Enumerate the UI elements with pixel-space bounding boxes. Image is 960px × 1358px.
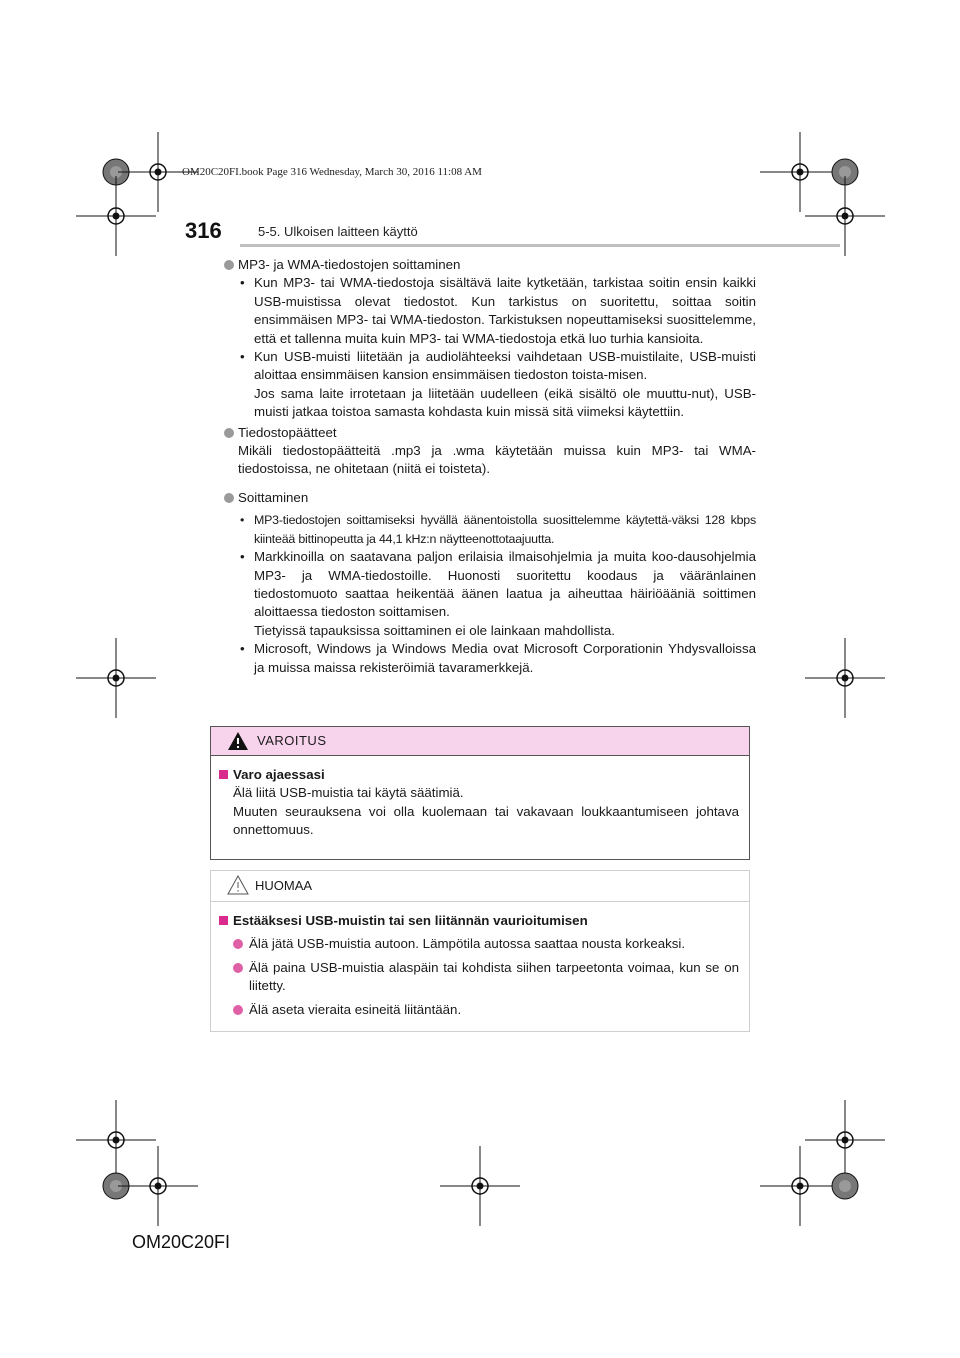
list-item: • Kun USB-muisti liitetään ja audiolähteeksi vaihdetaan USB-muistilaite, USB-muisti aloittaa ensimmäisen kansion ensimmäisen tiedoston toista-misen. <box>240 349 756 383</box>
section-title: 5-5. Ulkoisen laitteen käyttö <box>258 224 418 239</box>
bullet-icon <box>224 493 234 503</box>
warning-body <box>211 756 749 840</box>
bullet-icon: • <box>240 641 245 657</box>
list-item: • Markkinoilla on saatavana paljon erilaisia ilmaisohjelmia ja muita koo-dausohjelmia MP3- ja WMA-tiedostoille. Huonosti suoritettu koodaus ja vääränlainen tiedostomuoto saattaa heikentää äänen laatua ja aiheuttaa häiriöääniä soittimen aloittaessa tiedoston soittamisen. <box>240 549 756 620</box>
paragraph: Mikäli tiedostopäätteitä .mp3 ja .wma käytetään muissa kuin MP3- tai WMA-tiedostoissa, ne ohitetaan (niitä ei toisteta). <box>238 443 756 477</box>
bullet-icon <box>224 428 234 438</box>
warning-icon <box>227 731 249 751</box>
bullet-icon <box>233 1005 243 1015</box>
crosshair-icon <box>76 176 156 256</box>
notice-heading: Estääksesi USB-muistin tai sen liitännän vaurioitumisen <box>219 912 739 930</box>
crosshair-icon <box>805 638 885 718</box>
notice-item: Älä aseta vieraita esineitä liitäntään. <box>233 1001 739 1019</box>
list-item: • Kun MP3- tai WMA-tiedostoja sisältävä laite kytketään, tarkistaa soitin ensin kaikki USB-muistissa olevat tiedostot. Kun tarkistus on suoritettu, soittaa soitin ensimmäisen MP3- tai WMA-tiedoston. Tarkistuksen nopeuttamiseksi suosittelemme, että et tallenna muita kuin MP3- tai WMA-tiedostoja etkä luo turhia kansioita. <box>240 275 756 346</box>
bullet-icon <box>233 963 243 973</box>
notice-label: HUOMAA <box>255 878 313 893</box>
list-item-continuation: Tietyissä tapauksissa soittaminen ei ole lainkaan mahdollista. <box>254 622 615 638</box>
main-content <box>224 254 756 677</box>
square-bullet-icon <box>219 916 228 925</box>
warning-text: Muuten seurauksena voi olla kuolemaan tai vakavaan loukkaantumiseen johtava onnettomuus. <box>233 803 739 838</box>
crosshair-icon <box>118 1146 198 1226</box>
crosshair-icon <box>76 638 156 718</box>
notice-box <box>210 870 750 1032</box>
notice-item: Älä paina USB-muistia alaspäin tai kohdista siihen tarpeetonta voimaa, kun se on liitetty. <box>233 959 739 996</box>
bullet-icon: • <box>240 275 245 291</box>
crosshair-icon <box>760 1146 840 1226</box>
list-item: • MP3-tiedostojen soittamiseksi hyvällä äänentoistolla suosittelemme käytettä-väksi 128 kbps kiinteää bittinopeutta ja 44,1 kHz:n näytteenottotaajuutta. <box>240 513 756 546</box>
section-heading-playback: Soittaminen <box>224 489 756 507</box>
bullet-icon: • <box>240 513 245 528</box>
notice-header <box>211 871 749 902</box>
footer-code: OM20C20FI <box>132 1232 231 1252</box>
caution-icon <box>227 875 249 895</box>
printer-slug: OM20C20FI.book Page 316 Wednesday, March 30, 2016 11:08 AM <box>182 166 482 178</box>
bullet-icon <box>224 260 234 270</box>
crosshair-icon <box>760 132 840 212</box>
header-divider <box>240 244 840 247</box>
warning-header <box>211 727 749 756</box>
bullet-icon <box>233 939 243 949</box>
bullet-icon: • <box>240 549 245 565</box>
warning-heading: Varo ajaessasi <box>219 766 739 784</box>
list-item: • Microsoft, Windows ja Windows Media ovat Microsoft Corporationin Yhdysvalloissa ja muissa maissa rekisteröimiä tavaramerkkejä. <box>240 641 756 675</box>
square-bullet-icon <box>219 770 228 779</box>
crosshair-icon <box>805 1100 885 1180</box>
crosshair-icon <box>76 1100 156 1180</box>
warning-label: VAROITUS <box>257 733 327 748</box>
crosshair-icon <box>440 1146 520 1226</box>
list-item-continuation: Jos sama laite irrotetaan ja liitetään uudelleen (eikä sisältö ole muuttu-nut), USB-muisti jatkaa toistoa samasta kohdasta kuin missä sitä viimeksi käytettiin. <box>254 385 756 420</box>
section-heading-mp3: MP3- ja WMA-tiedostojen soittaminen <box>224 256 756 274</box>
page-number: 316 <box>185 218 222 243</box>
notice-body <box>211 902 749 1019</box>
notice-item: Älä jätä USB-muistia autoon. Lämpötila autossa saattaa nousta korkeaksi. <box>233 935 739 953</box>
color-wheel-icon <box>832 1173 858 1199</box>
bullet-icon: • <box>240 349 245 365</box>
section-heading-extensions: Tiedostopäätteet <box>224 424 756 442</box>
warning-box <box>210 726 750 860</box>
warning-text: Älä liitä USB-muistia tai käytä säätimiä. <box>233 785 464 801</box>
